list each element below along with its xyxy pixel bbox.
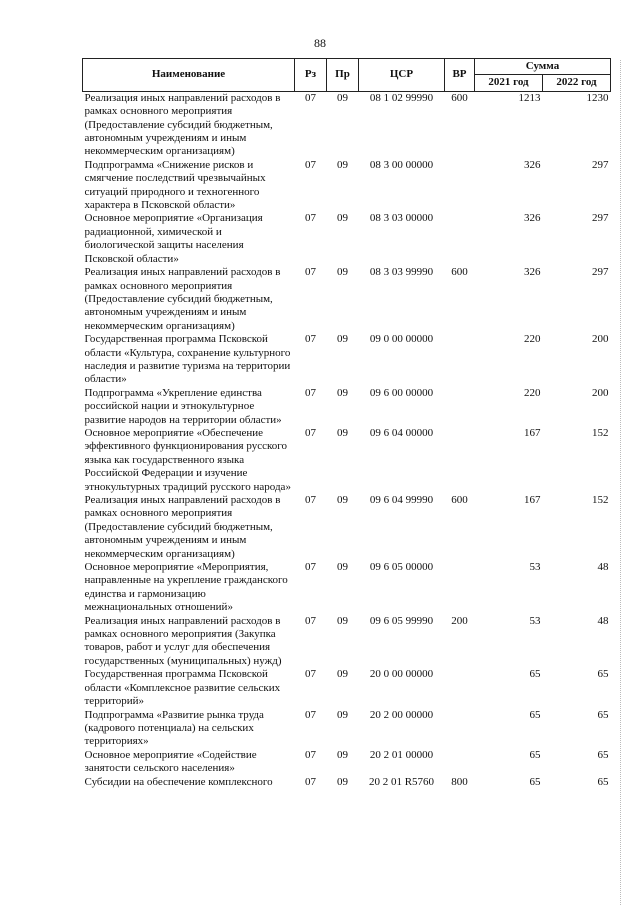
row-rz: 07 bbox=[305, 426, 316, 439]
header-2022: 2022 год bbox=[543, 75, 611, 91]
row-rz: 07 bbox=[305, 561, 316, 574]
row-csr: 09 0 00 00000 bbox=[369, 333, 434, 346]
row-pr: 09 bbox=[337, 614, 348, 627]
table-row bbox=[83, 668, 611, 708]
row-vr bbox=[445, 387, 475, 427]
table-row bbox=[83, 159, 611, 213]
row-rz: 07 bbox=[305, 668, 316, 681]
header-rz: Рз bbox=[295, 59, 327, 92]
row-name: Основное мероприятие «Мероприятия, направленные на укрепление гражданского единства и гармонизацию межнациональных отношений» bbox=[84, 561, 288, 614]
row-rz: 07 bbox=[305, 494, 316, 506]
row-pr: 09 bbox=[337, 775, 348, 788]
row-sum-2021: 65 bbox=[529, 708, 541, 721]
row-sum-2022: 65 bbox=[597, 775, 609, 788]
table-row bbox=[83, 615, 611, 669]
row-name: Подпрограмма «Снижение рисков и смягчение последствий чрезвычайных ситуаций природного и техногенного характера в Псковской области» bbox=[84, 158, 266, 212]
row-vr bbox=[445, 427, 475, 494]
row-rz: 07 bbox=[305, 748, 316, 761]
table-row bbox=[83, 494, 611, 561]
row-csr: 08 3 03 00000 bbox=[369, 212, 434, 225]
row-pr: 09 bbox=[337, 386, 348, 399]
row-vr: 600 bbox=[451, 494, 468, 506]
row-name: Основное мероприятие «Организация радиационной, химической и биологической защиты населения Псковской области» bbox=[84, 212, 263, 265]
row-vr bbox=[445, 212, 475, 266]
table-body bbox=[83, 91, 611, 789]
row-name: Подпрограмма «Укрепление единства российской нации и этнокультурное развитие народов на территории области» bbox=[84, 386, 282, 426]
row-name: Реализация иных направлений расходов в рамках основного мероприятия (Предоставление субсидий бюджетным, автономным учреждениям и иным некоммерческим организациям) bbox=[84, 91, 281, 158]
row-sum-2021: 167 bbox=[524, 426, 541, 439]
row-pr: 09 bbox=[337, 212, 348, 225]
row-pr: 09 bbox=[337, 748, 348, 761]
row-sum-2022: 65 bbox=[597, 668, 609, 681]
row-sum-2022: 200 bbox=[592, 333, 609, 346]
row-csr: 09 6 04 00000 bbox=[369, 426, 434, 439]
row-sum-2021: 53 bbox=[529, 561, 541, 574]
row-sum-2022: 152 bbox=[592, 426, 609, 439]
table-row bbox=[83, 387, 611, 427]
header-vr: ВР bbox=[445, 59, 475, 92]
row-csr: 09 6 05 99990 bbox=[369, 614, 434, 627]
table-row bbox=[83, 91, 611, 159]
row-sum-2022: 48 bbox=[597, 614, 609, 627]
row-rz: 07 bbox=[305, 333, 316, 346]
row-rz: 07 bbox=[305, 91, 316, 104]
row-sum-2021: 65 bbox=[529, 668, 541, 681]
header-sum: Сумма bbox=[475, 59, 611, 75]
row-vr bbox=[445, 333, 475, 387]
row-vr: 600 bbox=[451, 266, 468, 279]
header-pr: Пр bbox=[327, 59, 359, 92]
row-name: Реализация иных направлений расходов в рамках основного мероприятия (Закупка товаров, работ и услуг для обеспечения государственных (муниципальных) нужд) bbox=[84, 614, 282, 667]
row-sum-2022: 297 bbox=[592, 212, 609, 225]
page-number: 88 bbox=[314, 36, 326, 50]
row-sum-2022: 152 bbox=[592, 494, 609, 506]
row-sum-2022: 297 bbox=[592, 158, 609, 171]
row-csr: 09 6 04 99990 bbox=[369, 494, 434, 506]
row-rz: 07 bbox=[305, 708, 316, 721]
row-sum-2021: 1213 bbox=[518, 91, 541, 104]
row-vr bbox=[445, 749, 475, 776]
header-name: Наименование bbox=[83, 59, 295, 92]
row-rz: 07 bbox=[305, 212, 316, 225]
row-sum-2022: 1230 bbox=[586, 91, 609, 104]
table-header bbox=[83, 59, 611, 92]
table-row bbox=[83, 561, 611, 615]
row-sum-2022: 297 bbox=[592, 266, 609, 279]
row-sum-2021: 326 bbox=[524, 212, 541, 225]
row-name: Основное мероприятие «Содействие занятости сельского населения» bbox=[84, 748, 257, 775]
row-name: Реализация иных направлений расходов в рамках основного мероприятия (Предоставление субсидий бюджетным, автономным учреждениям и иным некоммерческим организациям) bbox=[84, 266, 281, 332]
row-csr: 20 0 00 00000 bbox=[369, 668, 434, 681]
budget-table bbox=[82, 58, 611, 789]
row-rz: 07 bbox=[305, 266, 316, 279]
row-vr: 600 bbox=[451, 91, 468, 104]
table-row bbox=[83, 427, 611, 494]
row-rz: 07 bbox=[305, 614, 316, 627]
row-sum-2021: 326 bbox=[524, 266, 541, 279]
row-name: Подпрограмма «Развитие рынка труда (кадрового потенциала) на сельских территориях» bbox=[84, 708, 264, 748]
row-name: Основное мероприятие «Обеспечение эффективного функционирования русского языка как государственного языка Российской Федерации и изучение этнокультурных традиций русского народа» bbox=[84, 426, 291, 493]
row-vr: 200 bbox=[451, 614, 468, 627]
row-sum-2021: 167 bbox=[524, 494, 541, 506]
row-rz: 07 bbox=[305, 386, 316, 399]
row-sum-2021: 53 bbox=[529, 614, 541, 627]
row-name: Реализация иных направлений расходов в рамках основного мероприятия (Предоставление субсидий бюджетным, автономным учреждениям и иным некоммерческим организациям) bbox=[84, 494, 281, 560]
row-vr bbox=[445, 668, 475, 708]
row-pr: 09 bbox=[337, 561, 348, 574]
row-name: Субсидии на обеспечение комплексного bbox=[84, 775, 273, 788]
row-sum-2022: 48 bbox=[597, 561, 609, 574]
row-csr: 08 1 02 99990 bbox=[369, 91, 434, 104]
row-csr: 20 2 01 R5760 bbox=[368, 775, 435, 788]
header-2021: 2021 год bbox=[475, 75, 543, 91]
table-row bbox=[83, 333, 611, 387]
row-pr: 09 bbox=[337, 266, 348, 279]
row-vr bbox=[445, 709, 475, 749]
row-rz: 07 bbox=[305, 158, 316, 171]
row-sum-2022: 65 bbox=[597, 708, 609, 721]
row-csr: 09 6 05 00000 bbox=[369, 561, 434, 574]
header-csr: ЦСР bbox=[359, 59, 445, 92]
row-vr: 800 bbox=[451, 775, 468, 788]
row-pr: 09 bbox=[337, 333, 348, 346]
row-pr: 09 bbox=[337, 494, 348, 506]
row-pr: 09 bbox=[337, 668, 348, 681]
table-row bbox=[83, 776, 611, 789]
row-sum-2022: 200 bbox=[592, 386, 609, 399]
row-vr bbox=[445, 159, 475, 213]
scan-edge bbox=[620, 60, 621, 905]
row-pr: 09 bbox=[337, 708, 348, 721]
row-sum-2022: 65 bbox=[597, 748, 609, 761]
row-pr: 09 bbox=[337, 91, 348, 104]
row-sum-2021: 220 bbox=[524, 333, 541, 346]
table-row bbox=[83, 266, 611, 333]
row-sum-2021: 220 bbox=[524, 386, 541, 399]
row-sum-2021: 326 bbox=[524, 158, 541, 171]
row-name: Государственная программа Псковской области «Культура, сохранение культурного наследия и развитие туризма на территории области» bbox=[84, 333, 291, 386]
row-sum-2021: 65 bbox=[529, 748, 541, 761]
row-sum-2021: 65 bbox=[529, 775, 541, 788]
row-pr: 09 bbox=[337, 158, 348, 171]
row-name: Государственная программа Псковской области «Комплексное развитие сельских территорий» bbox=[84, 668, 281, 708]
row-csr: 20 2 01 00000 bbox=[369, 748, 434, 761]
table-row bbox=[83, 212, 611, 266]
row-vr bbox=[445, 561, 475, 615]
table-row bbox=[83, 709, 611, 749]
row-pr: 09 bbox=[337, 426, 348, 439]
row-rz: 07 bbox=[305, 775, 316, 788]
row-csr: 20 2 00 00000 bbox=[369, 708, 434, 721]
row-csr: 08 3 00 00000 bbox=[369, 158, 434, 171]
table-row bbox=[83, 749, 611, 776]
row-csr: 08 3 03 99990 bbox=[369, 266, 434, 279]
row-csr: 09 6 00 00000 bbox=[369, 386, 434, 399]
